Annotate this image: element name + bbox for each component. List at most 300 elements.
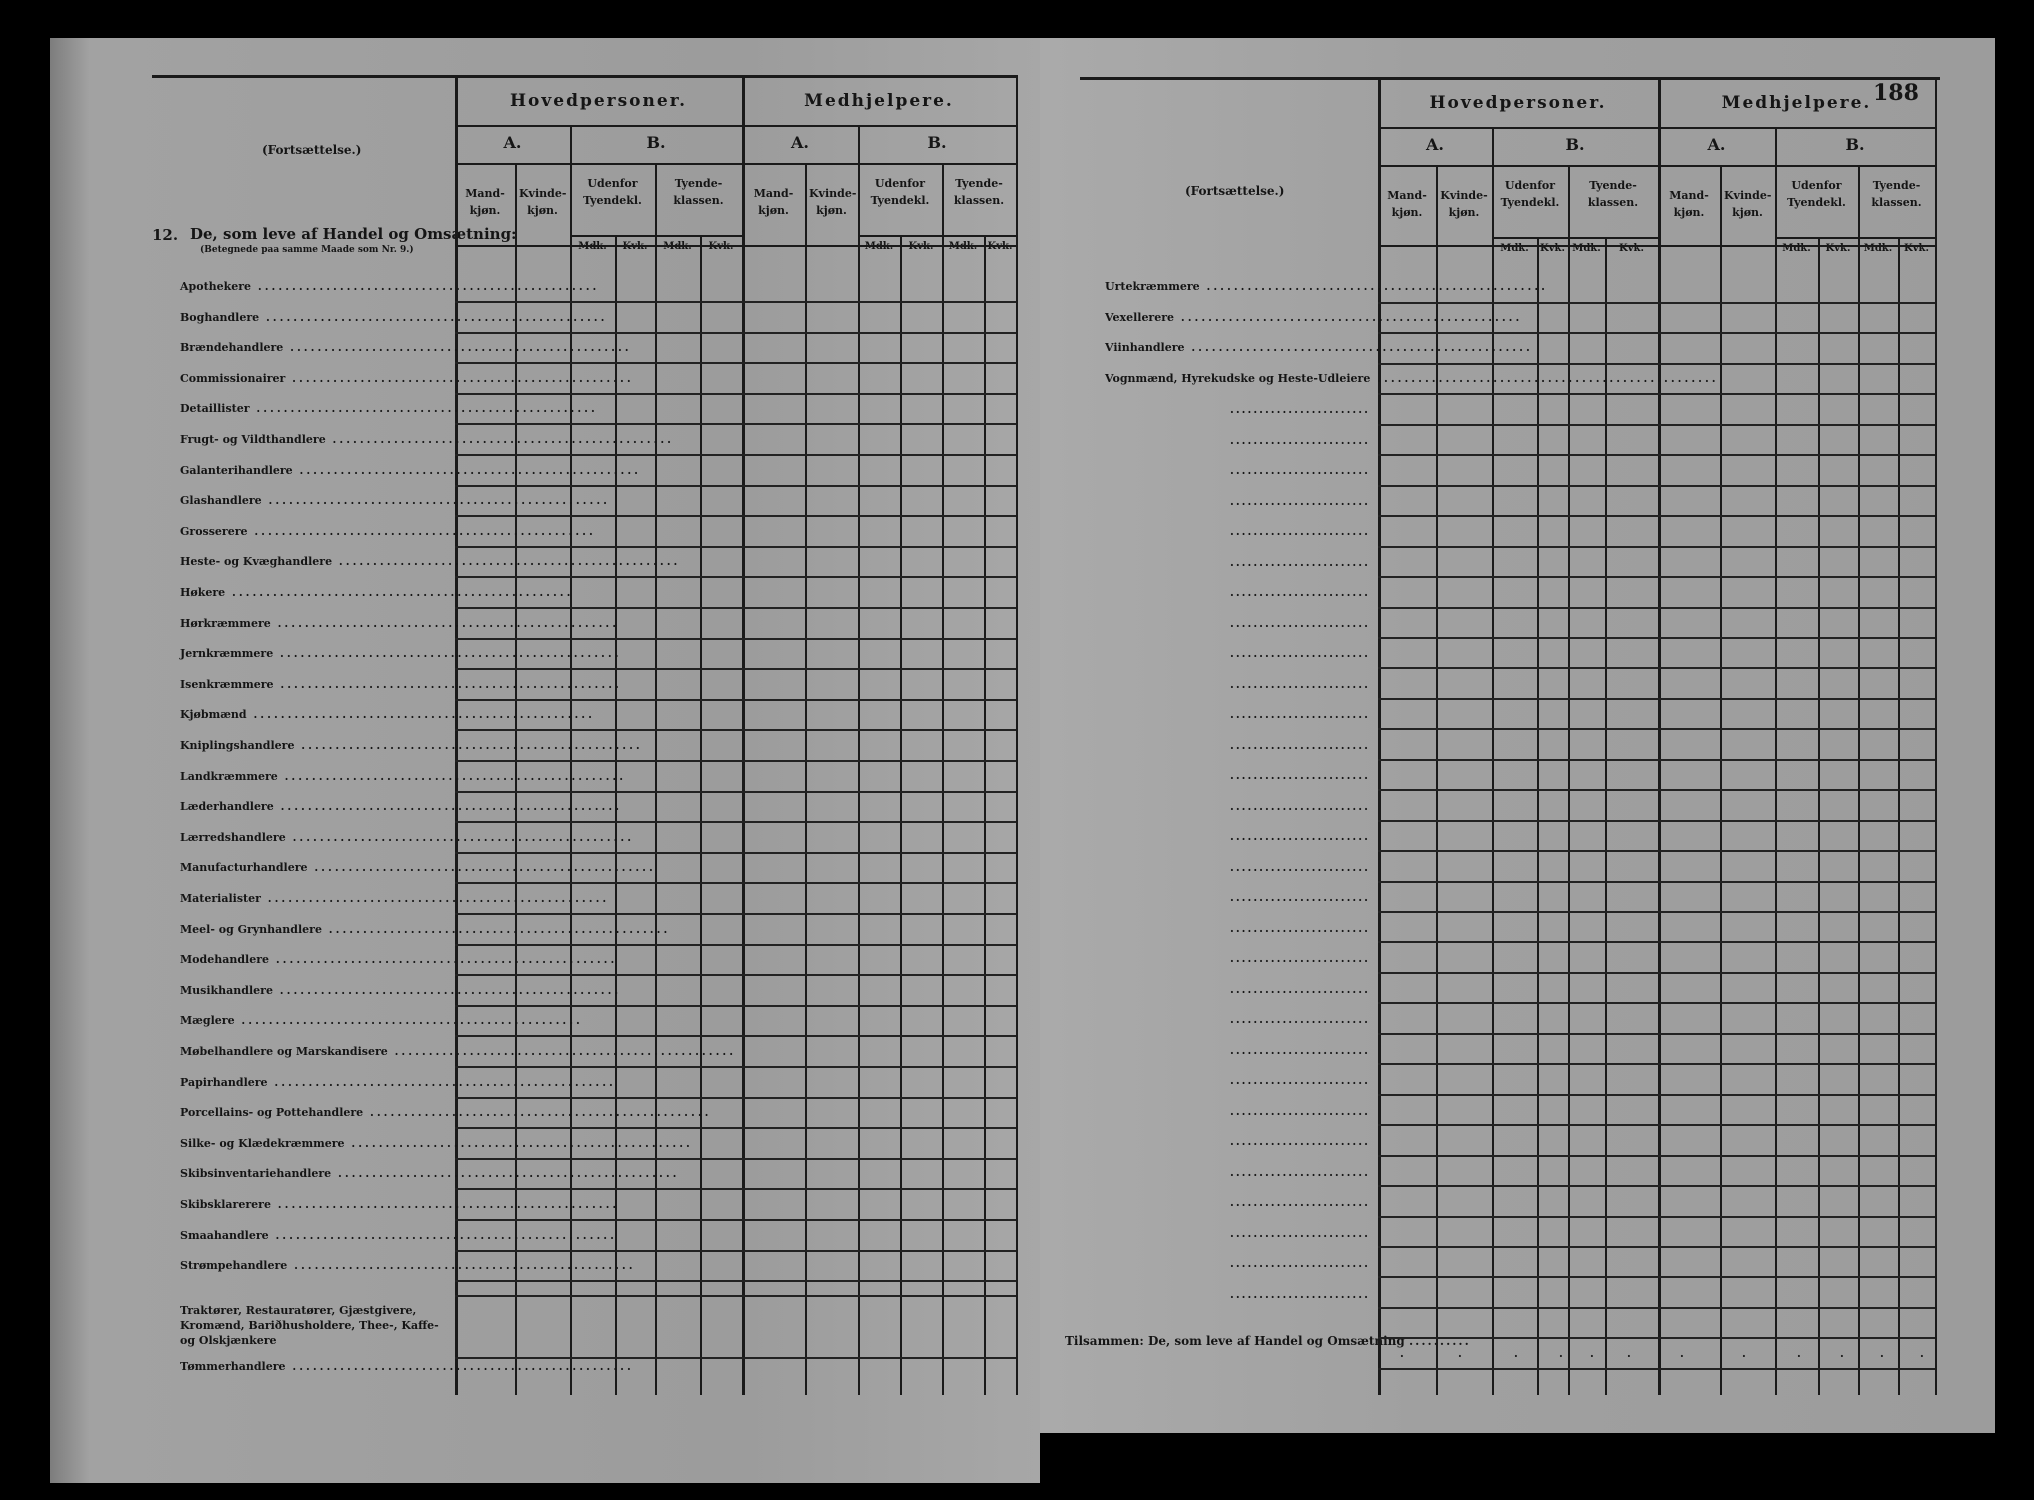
leader-dots: .................................................. [1370,371,1719,385]
left-table-row-rule-29 [455,1188,1016,1190]
left-table-row-rule-11 [455,638,1016,640]
leader-dots: .................................................. [294,739,643,752]
right-table-vline-0 [1378,77,1381,1395]
left-category-label: Smaahandlere [180,1228,269,1242]
total-label-dots: .......... [1409,1334,1471,1348]
leader-dots: .................................................. [246,708,595,722]
blank-row-dots-8: ........................ [1230,647,1370,660]
blank-row-dots-17: ........................ [1230,921,1370,935]
leader-dots: .................................................. [261,494,610,508]
left-category-32 [180,1259,636,1275]
left-table-unit-kvk-7: Kvk. [987,241,1013,252]
left-table-vline-5 [700,235,702,1395]
leader-dots: .................................................. [283,341,632,355]
left-category-23 [180,983,622,1000]
right-table-row-rule-5 [1378,454,1935,456]
left-table-unit-mdk-4: Mdk. [864,241,894,252]
right-table-unit-kvk-5: Kvk. [1825,243,1851,254]
leader-dots: .................................................. [287,1259,636,1273]
right-table-subhead-rule-1 [1492,237,1658,239]
left-category-17 [180,800,623,816]
right-table-vline-4 [1568,165,1570,1395]
left-category-label: Hørkræmmere [180,616,271,630]
left-category-6 [180,463,641,480]
right-table-unit-mdk-0: Mdk. [1500,243,1529,254]
left-table-row-rule-15 [455,760,1016,762]
blank-row-dots-3: ........................ [1230,494,1370,508]
leader-dots: .................................................. [387,1045,737,1058]
right-table-hovedpersoner-header: Hovedpersoner. [1429,93,1607,113]
right-table-unit-kvk-7: Kvk. [1904,243,1929,254]
left-category-label: Galanterihandlere [180,463,293,477]
leader-dots: .................................................. [331,1167,680,1181]
left-table-unit-mdk-2: Mdk. [663,241,692,252]
right-table-col-b-3: B. [1845,135,1865,154]
left-category-11 [180,616,620,633]
right-table-medhjelpere-header: Medhjelpere. [1721,93,1872,113]
left-table-row-rule-27 [455,1127,1016,1129]
blank-row-dots-27: ........................ [1230,1226,1370,1240]
right-category-label: Viinhandlere [1105,341,1185,355]
blank-row-dots-0: ........................ [1230,403,1370,416]
left-table-sub-mandkjon-2: Mand-kjøn. [753,187,794,217]
right-table-sub-tyende-1: Tyende-klassen. [1587,179,1639,209]
right-table-row-rule-15 [1378,759,1935,761]
total-mark-6: · [1680,1350,1684,1363]
left-category-label: Manufacturhandlere [180,861,308,875]
left-category-13 [180,677,622,694]
right-category-0 [1105,280,1548,294]
right-table-row-rule-13 [1378,698,1935,700]
left-category-label: Musikhandlere [180,983,273,997]
left-category-label: Møbelhandlere og Marskandisere [180,1045,388,1058]
right-table-sub-udenfor-0: Udenfor Tyendekl. [1500,179,1560,209]
left-table-row-rule-25 [455,1066,1016,1068]
leader-dots: .................................................. [272,983,622,997]
left-table-col-a-2: A. [791,133,809,152]
leader-dots: .................................................. [251,280,600,293]
right-table-ab-rule [1378,165,1935,167]
left-category-18 [180,830,635,847]
leader-dots: .................................................. [292,463,641,477]
left-table-sub-mandkjon-0: Mand-kjøn. [465,187,505,217]
leader-dots: .................................................. [247,524,596,538]
left-table-row-rule-3 [455,393,1016,395]
leader-dots: .................................................. [332,555,681,569]
left-category-16 [180,769,627,786]
left-category-label: Mæglere [180,1014,235,1028]
left-table-row-rule-19 [455,882,1016,884]
leader-dots: .................................................. [1199,280,1548,293]
right-table-row-rule-17 [1378,820,1935,822]
left-table-unit-kvk-1: Kvk. [622,241,648,252]
leader-dots: .................................................. [307,861,656,875]
left-table-vline-10 [942,163,944,1395]
left-table-row-rule-12 [455,668,1016,670]
right-table-unit-mdk-6: Mdk. [1863,243,1893,254]
right-table-row-rule-34 [1378,1337,1935,1339]
blank-row-dots-22: ........................ [1230,1074,1370,1087]
left-category-label: Heste- og Kvæghandlere [180,555,333,569]
left-category-label: Commissionairer [180,371,286,385]
left-category-label: Modehandlere [180,953,269,967]
right-table-row-rule-11 [1378,637,1935,639]
right-table-row-rule-16 [1378,789,1935,791]
left-table-row-rule-5 [455,454,1016,456]
leader-dots: .................................................. [285,830,635,844]
left-category-28 [180,1136,693,1153]
right-table-header-bottom-rule [1378,245,1935,247]
left-table-row-rule-6 [455,485,1016,487]
left-category-0 [180,280,600,296]
left-category-label: Landkræmmere [180,769,278,783]
right-table-row-rule-8 [1378,546,1935,548]
right-table-row-rule-20 [1378,911,1935,913]
right-table-sub-mandkjon-0: Mand-kjøn. [1387,189,1427,219]
left-table-sub-kvindekjon-1: Kvinde-kjøn. [519,187,567,217]
left-table-vline-0 [455,75,458,1395]
right-table-unit-kvk-3: Kvk. [1619,243,1644,254]
right-table-col-a-0: A. [1426,135,1444,154]
left-category-5 [180,433,675,449]
left-category-24 [180,1014,583,1030]
left-category-29 [180,1167,680,1183]
left-category-label: Tømmerhandlere [180,1360,286,1373]
blank-row-dots-28: ........................ [1230,1257,1370,1270]
right-table-sub-mandkjon-2: Mand-kjøn. [1669,189,1709,219]
leader-dots: .................................................. [277,769,627,783]
right-table-row-rule-10 [1378,607,1935,609]
right-table-unit-kvk-1: Kvk. [1540,243,1565,254]
left-category-10 [180,586,574,602]
left-category-3 [180,371,634,388]
right-category-label: Vexellerere [1105,310,1175,324]
left-category-19 [180,861,656,877]
blank-row-dots-1: ........................ [1230,433,1370,447]
left-table-sub-kvindekjon-3: Kvinde-kjøn. [809,187,857,217]
right-table-row-rule-12 [1378,667,1935,669]
blank-row-dots-18: ........................ [1230,952,1370,965]
right-category-label: Urtekræmmere [1105,280,1200,293]
right-table-row-rule-7 [1378,515,1935,517]
right-table-row-rule-22 [1378,972,1935,974]
leader-dots: .................................................. [285,371,634,385]
left-category-label: Traktører, Restauratører, Gjæstgivere, Kromænd, Bariðhusholdere, Thee-, Kaffe- og Olskjænkere [180,1304,439,1347]
blank-row-dots-5: ........................ [1230,555,1370,569]
left-category-4 [180,402,598,418]
blank-row-dots-19: ........................ [1230,982,1370,996]
left-table-col-b-1: B. [646,133,666,152]
leader-dots: .................................................. [1184,341,1533,355]
right-table-sub-tyende-3: Tyende-klassen. [1871,179,1922,209]
right-category-1 [1105,310,1523,325]
left-category-27 [180,1106,712,1122]
left-table-top-rule [152,75,1018,78]
total-mark-7: · [1742,1350,1746,1363]
left-category-label: Materialister [180,892,261,905]
total-mark-3: · [1559,1350,1563,1363]
left-category-label: Kjøbmænd [180,708,247,722]
right-table-vline-9 [1818,237,1820,1395]
left-table-row-rule-32 [455,1280,1016,1282]
right-table-row-rule-33 [1378,1307,1935,1309]
right-table-row-rule-14 [1378,728,1935,730]
total-mark-0: · [1400,1350,1404,1363]
left-table-col-b-3: B. [927,133,947,152]
left-table-header-bottom-rule [455,245,1016,247]
leader-dots: .................................................. [273,677,622,691]
left-category-8 [180,524,596,541]
right-table-row-rule-32 [1378,1276,1935,1278]
total-label-text: De, som leve af Handel og Omsætning [1147,1334,1405,1348]
page-number: 188 [1873,80,1919,106]
left-category-2 [180,341,632,357]
leader-dots: .................................................. [285,1360,634,1373]
left-table-sub-tyende-3: Tyende-klassen. [953,177,1005,207]
left-category-label: Skibsinventariehandlere [180,1167,332,1181]
right-table-subhead-rule-2 [1775,237,1935,239]
left-category-label: Kniplingshandlere [180,739,295,752]
left-table-vline-6 [742,75,745,1395]
left-table-unit-mdk-0: Mdk. [578,241,607,252]
leader-dots: .................................................. [267,1075,616,1089]
left-category-label: Lærredshandlere [180,830,286,844]
right-table-vline-10 [1858,165,1860,1395]
left-table-hovedpersoner-header: Hovedpersoner. [509,91,688,111]
left-category-label: Strømpehandlere [180,1259,288,1273]
left-table-row-rule-8 [455,546,1016,548]
right-table-vline-12 [1935,77,1937,1395]
total-label [1065,1332,1471,1350]
right-table-col-b-1: B. [1565,135,1585,154]
right-table-sub-kvindekjon-3: Kvinde-kjøn. [1724,189,1772,219]
left-table-row-rule-17 [455,821,1016,823]
right-table-sub-kvindekjon-1: Kvinde-kjøn. [1440,189,1488,219]
left-table-sub-udenfor-2: Udenfor Tyendekl. [870,177,930,207]
right-table-vline-3 [1537,237,1539,1395]
left-table-row-rule-0 [455,301,1016,303]
blank-row-dots-13: ........................ [1230,799,1370,813]
blank-row-dots-9: ........................ [1230,677,1370,691]
right-table-row-rule-4 [1378,424,1935,426]
section-number: 12. [152,226,179,244]
left-category-21 [180,922,671,939]
left-category-25 [180,1045,737,1061]
leader-dots: .................................................. [268,1228,617,1242]
right-category-2 [1105,341,1533,355]
left-category-30 [180,1198,620,1214]
left-category-label: Silke- og Klædekræmmere [180,1136,345,1150]
left-table-vline-12 [1016,75,1018,1395]
right-table-vline-11 [1898,237,1900,1395]
left-table-row-rule-28 [455,1158,1016,1160]
left-category-label: Læderhandlere [180,800,274,814]
total-mark-2: · [1514,1350,1518,1363]
right-table-row-rule-21 [1378,941,1935,943]
total-mark-8: · [1797,1350,1801,1363]
right-table-row-rule-29 [1378,1185,1935,1187]
blank-row-dots-24: ........................ [1230,1135,1370,1148]
right-table-row-rule-27 [1378,1124,1935,1126]
left-continuation-label: (Fortsættelse.) [262,143,362,157]
left-table-vline-3 [615,235,617,1395]
right-table-vline-5 [1605,237,1607,1395]
blank-row-dots-20: ........................ [1230,1013,1370,1026]
right-continuation-label: (Fortsættelse.) [1185,184,1285,198]
leader-dots: .................................................. [344,1136,693,1150]
left-table-row-rule-1 [455,332,1016,334]
left-table-row-rule-4 [455,423,1016,425]
right-table-row-rule-30 [1378,1216,1935,1218]
right-table-row-rule-19 [1378,881,1935,883]
right-table-col-a-2: A. [1707,135,1726,154]
left-table-col-a-0: A. [503,133,522,152]
right-table-row-rule-25 [1378,1063,1935,1065]
left-category-label: Boghandlere [180,310,260,324]
leader-dots: .................................................. [273,647,622,661]
left-category-label: Apothekere [180,280,252,293]
section-title: De, som leve af Handel og Omsætning: [190,225,517,243]
right-table-row-rule-6 [1378,485,1935,487]
left-table-vline-4 [655,163,657,1395]
leader-dots: .................................................. [325,433,675,446]
left-category-label: Detaillister [180,402,250,416]
left-category-34 [180,1360,634,1376]
leader-dots: .................................................. [249,402,598,416]
blank-row-dots-15: ........................ [1230,860,1370,874]
left-table-row-rule-33 [455,1295,1016,1297]
right-table-row-rule-26 [1378,1094,1935,1096]
left-table-row-rule-34 [455,1357,1016,1359]
left-table-row-rule-31 [455,1250,1016,1252]
leader-dots: .................................................. [1174,310,1523,324]
blank-row-dots-29: ........................ [1230,1287,1370,1301]
left-category-label: Jernkræmmere [180,647,274,661]
left-category-20 [180,892,610,908]
left-category-label: Brændehandlere [180,341,284,355]
left-table-row-rule-30 [455,1219,1016,1221]
left-category-label: Meel- og Grynhandlere [180,922,322,936]
right-table-row-rule-9 [1378,576,1935,578]
left-category-label: Grosserere [180,524,248,538]
right-table-vline-8 [1775,127,1777,1395]
total-mark-4: · [1590,1350,1594,1363]
blank-row-dots-16: ........................ [1230,891,1370,904]
right-category-label: Vognmænd, Hyrekudske og Heste-Udleiere [1105,371,1371,385]
left-category-26 [180,1075,616,1092]
left-table-row-rule-23 [455,1005,1016,1007]
leader-dots: .................................................. [260,892,610,905]
right-table-unit-mdk-2: Mdk. [1572,243,1601,254]
blank-row-dots-7: ........................ [1230,616,1370,630]
leader-dots: .................................................. [225,586,574,599]
left-table-row-rule-2 [455,362,1016,364]
leader-dots: .................................................. [363,1106,712,1120]
leader-dots: .................................................. [269,953,618,967]
right-table-row-rule-3 [1378,393,1935,395]
left-category-14 [180,708,595,724]
right-table-row-rule-28 [1378,1155,1935,1157]
left-table-vline-9 [900,235,902,1395]
right-category-3 [1105,371,1719,386]
leader-dots: .................................................. [259,310,608,324]
blank-row-dots-25: ........................ [1230,1165,1370,1179]
left-table-unit-mdk-6: Mdk. [948,241,978,252]
total-label-prefix: Tilsammen: [1065,1334,1144,1348]
right-table-row-rule-31 [1378,1246,1935,1248]
total-mark-11: · [1920,1350,1924,1363]
right-table-sub-udenfor-2: Udenfor Tyendekl. [1787,179,1846,209]
left-category-label: Frugt- og Vildthandlere [180,433,326,446]
right-table-vline-6 [1658,77,1661,1395]
blank-row-dots-21: ........................ [1230,1043,1370,1057]
left-category-label: Høkere [180,586,226,599]
right-table-row-rule-24 [1378,1033,1935,1035]
right-table-row-rule-35 [1378,1368,1935,1370]
left-table-vline-11 [984,235,986,1395]
right-table-row-rule-0 [1378,302,1935,304]
left-table-sub-udenfor-0: Udenfor Tyendekl. [583,177,642,207]
left-table-row-rule-26 [455,1097,1016,1099]
left-table-row-rule-18 [455,852,1016,854]
right-table-top-rule [1080,77,1940,80]
left-table-row-rule-13 [455,699,1016,701]
section-note: (Betegnede paa samme Maade som Nr. 9.) [200,245,414,255]
blank-row-dots-6: ........................ [1230,586,1370,599]
left-table-row-rule-21 [455,944,1016,946]
blank-row-dots-26: ........................ [1230,1196,1370,1209]
right-table-unit-mdk-4: Mdk. [1782,243,1811,254]
blank-row-dots-10: ........................ [1230,708,1370,721]
blank-row-dots-11: ........................ [1230,738,1370,752]
left-category-33 [180,1303,445,1351]
blank-row-dots-23: ........................ [1230,1104,1370,1118]
right-table-row-rule-1 [1378,332,1935,334]
leader-dots: .................................................. [273,800,623,814]
leader-dots: .................................................. [234,1014,583,1028]
left-table-unit-kvk-5: Kvk. [908,241,934,252]
leader-dots: .................................................. [270,1198,620,1211]
left-table-subhead-rule-2 [858,235,1016,237]
left-category-15 [180,739,643,755]
right-table-row-rule-23 [1378,1002,1935,1004]
right-table-row-rule-2 [1378,363,1935,365]
left-category-label: Skibsklarerere [180,1198,271,1211]
left-table-ab-rule [455,163,1016,165]
left-category-12 [180,647,622,663]
total-mark-5: · [1627,1350,1631,1363]
right-table-row-rule-18 [1378,850,1935,852]
right-table-vline-7 [1720,165,1722,1395]
left-table-row-rule-22 [455,974,1016,976]
right-table-group-rule [1378,127,1935,129]
leader-dots: .................................................. [321,922,671,936]
left-category-1 [180,310,608,327]
left-category-7 [180,494,610,510]
left-table-row-rule-9 [455,576,1016,578]
left-table-group-rule [455,125,1016,127]
total-mark-1: · [1458,1350,1462,1363]
left-category-label: Porcellains- og Pottehandlere [180,1106,364,1120]
left-table-sub-tyende-1: Tyende-klassen. [673,177,724,207]
left-table-row-rule-7 [455,515,1016,517]
left-table-medhjelpere-header: Medhjelpere. [804,91,954,111]
left-category-31 [180,1228,617,1245]
left-category-22 [180,953,618,969]
blank-row-dots-4: ........................ [1230,525,1370,538]
left-table-row-rule-20 [455,913,1016,915]
left-table-row-rule-14 [455,729,1016,731]
